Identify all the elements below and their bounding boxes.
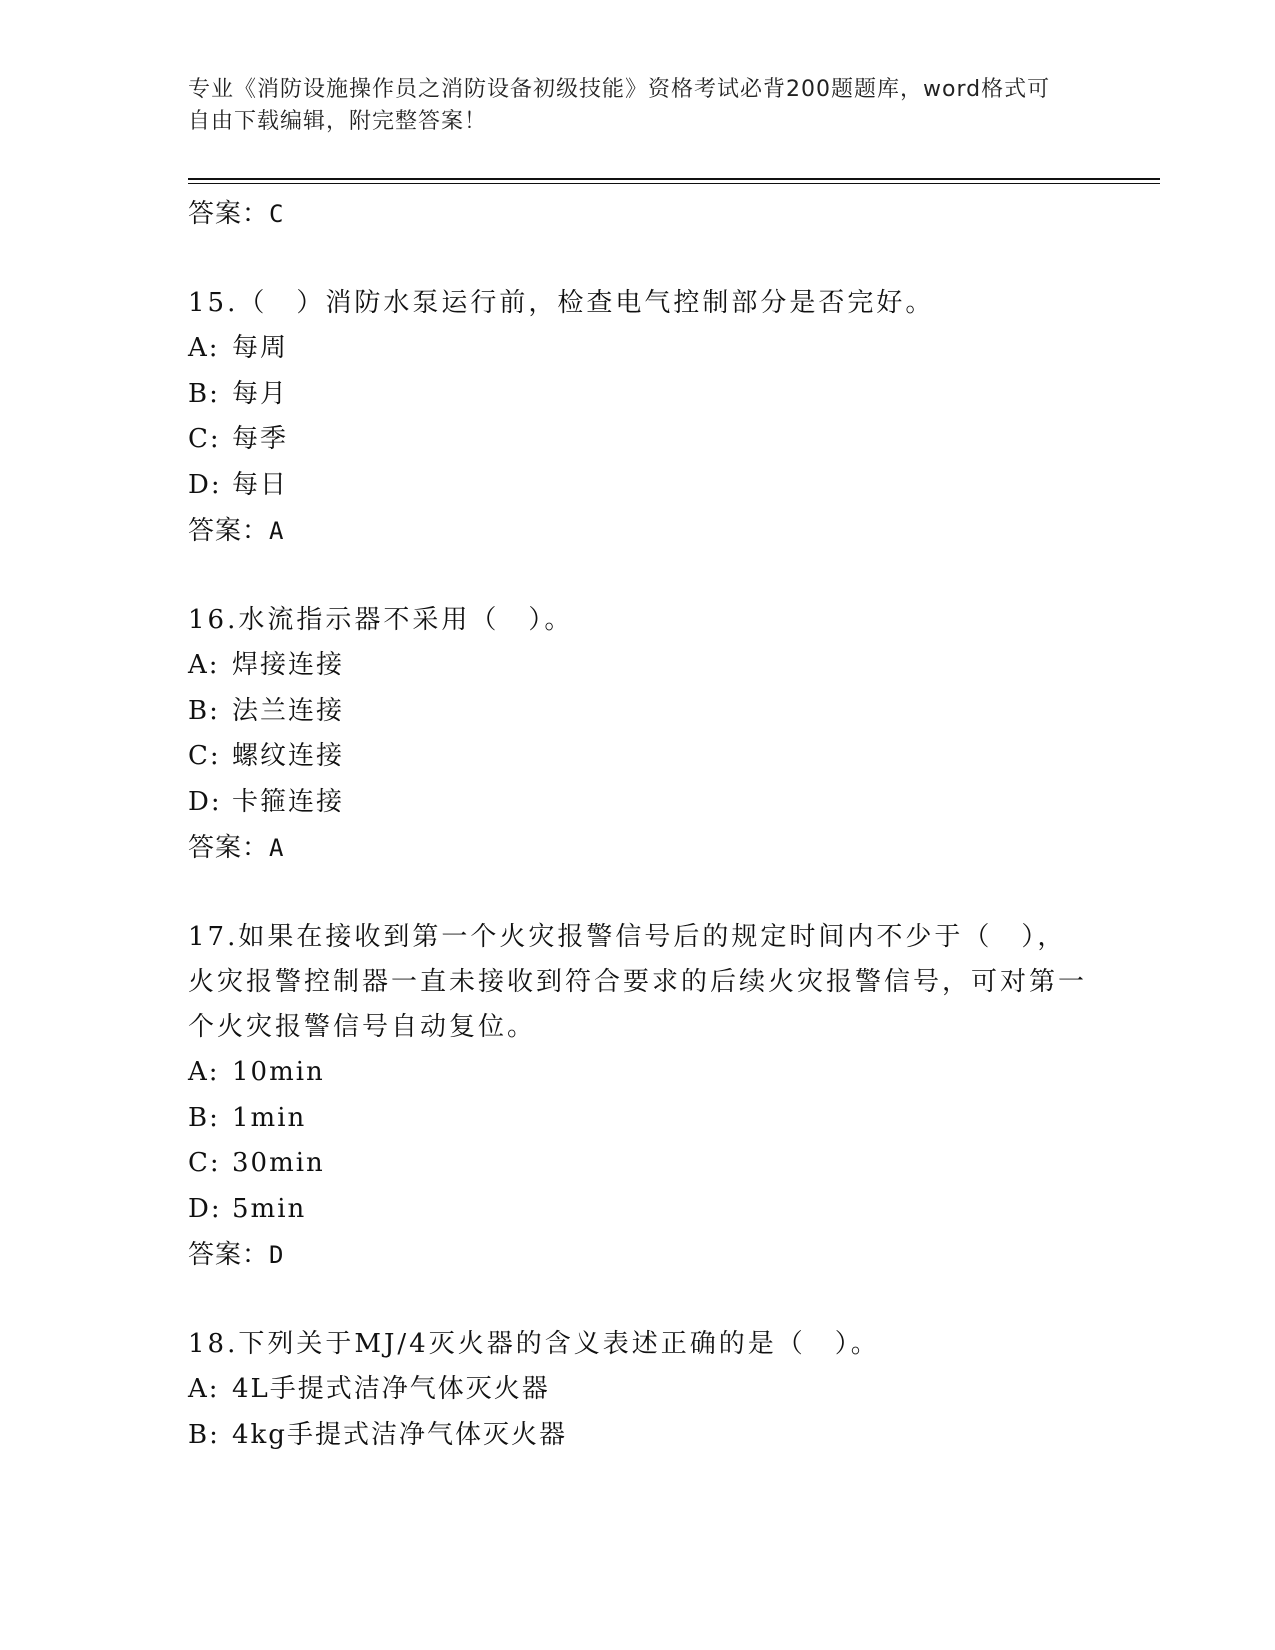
option-text: 10min	[232, 1057, 325, 1087]
option-letter: D:	[188, 786, 222, 817]
option-text: 法兰连接	[232, 695, 345, 726]
option-letter: A:	[188, 333, 220, 363]
option-d	[188, 463, 1088, 509]
question-list	[188, 191, 1088, 1458]
answer-line	[188, 825, 1088, 871]
answer-line	[188, 508, 1088, 554]
option-letter: B:	[188, 695, 220, 726]
option-d	[188, 780, 1088, 826]
option-letter: C:	[188, 1148, 221, 1178]
answer-value: D	[269, 1241, 285, 1269]
option-letter: D:	[188, 469, 222, 500]
question-stem: 15.（ ）消防水泵运行前，检查电气控制部分是否完好。	[188, 288, 935, 318]
option-text: 每周	[232, 333, 289, 363]
answer-label: 答案：	[188, 833, 270, 863]
header-divider-thick	[188, 178, 1160, 180]
option-text: 4L手提式洁净气体灭火器	[232, 1374, 550, 1404]
option-text: 1min	[232, 1102, 307, 1133]
option-text: 30min	[232, 1148, 325, 1178]
option-text: 5min	[232, 1193, 307, 1224]
option-a	[188, 643, 1088, 689]
option-a	[188, 326, 1088, 372]
option-c	[188, 1141, 1088, 1187]
option-b	[188, 372, 1088, 418]
option-c	[188, 734, 1088, 780]
option-a	[188, 1367, 1088, 1413]
option-letter: A:	[188, 1374, 220, 1404]
option-text: 每月	[232, 378, 289, 409]
question-15	[188, 281, 1088, 554]
question-17	[188, 915, 1088, 1278]
option-letter: A:	[188, 650, 220, 680]
question-stem: 18.下列关于MJ/4灭火器的含义表述正确的是（ ）。	[188, 1329, 880, 1359]
option-letter: C:	[188, 741, 221, 771]
answer-value: A	[269, 517, 285, 545]
option-text: 每季	[232, 424, 289, 454]
option-letter: A:	[188, 1057, 220, 1087]
option-b	[188, 1096, 1088, 1142]
option-text: 焊接连接	[232, 650, 345, 680]
question-18	[188, 1322, 1088, 1458]
option-d	[188, 1187, 1088, 1233]
answer-value: A	[269, 834, 285, 862]
question-16	[188, 598, 1088, 871]
option-text: 螺纹连接	[232, 741, 345, 771]
option-text: 4kg手提式洁净气体灭火器	[232, 1419, 567, 1450]
option-a	[188, 1050, 1088, 1096]
option-letter: B:	[188, 1102, 220, 1133]
answer-value: C	[269, 200, 285, 228]
answer-label: 答案：	[188, 199, 270, 229]
answer-label: 答案：	[188, 516, 270, 546]
option-c	[188, 417, 1088, 463]
option-b	[188, 689, 1088, 735]
question-stem: 16.水流指示器不采用（ ）。	[188, 605, 574, 635]
option-text: 每日	[232, 469, 289, 500]
document-header: 专业《消防设施操作员之消防设备初级技能》资格考试必背200题题库，word格式可自由下载编辑，附完整答案！	[188, 77, 1051, 134]
option-letter: C:	[188, 424, 221, 454]
answer-line	[188, 1232, 1088, 1278]
option-letter: B:	[188, 378, 220, 409]
answer-line	[188, 191, 1088, 237]
option-letter: B:	[188, 1419, 220, 1450]
option-letter: D:	[188, 1193, 222, 1224]
option-b	[188, 1413, 1088, 1459]
question-stem: 17.如果在接收到第一个火灾报警信号后的规定时间内不少于（ ），火灾报警控制器一直未接收到符合要求的后续火灾报警信号，可对第一个火灾报警信号自动复位。	[188, 922, 1088, 1042]
header-divider-thin	[188, 183, 1160, 184]
option-text: 卡箍连接	[232, 786, 345, 817]
answer-label: 答案：	[188, 1240, 270, 1270]
